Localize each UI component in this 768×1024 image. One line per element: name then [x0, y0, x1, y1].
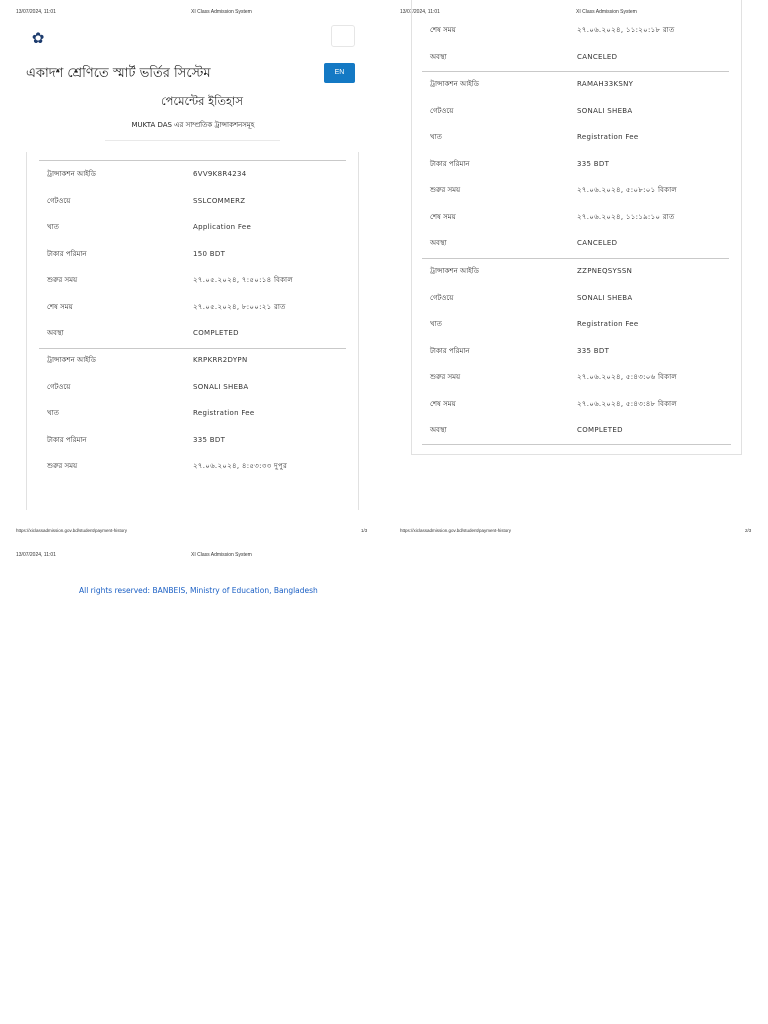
transaction-id-label: ট্রান্সাকশন আইডি [47, 356, 96, 365]
purpose-value: Registration Fee [577, 320, 639, 329]
print-datetime: 13/07/2024, 11:01 [16, 552, 56, 558]
status-value: CANCELED [577, 239, 618, 248]
start-time-value: ২৭.০৫.২০২৪, ৭:৫০:১৪ বিকাল [193, 276, 293, 285]
gateway-value: SONALI SHEBA [577, 106, 633, 115]
gateway-label: গেটওয়ে [430, 106, 454, 115]
status-value: CANCELED [577, 52, 618, 61]
transaction-id-value: RAMAH33KSNY [577, 80, 634, 89]
table-row [47, 453, 346, 480]
purpose-label: খাত [47, 223, 59, 232]
start-time-label: শুরুর সময় [430, 373, 461, 382]
page-subtitle: MUKTA DAS এর সাম্প্রতিক ট্রান্সাকশনসমূহ [131, 121, 255, 129]
menu-toggle-button[interactable] [331, 25, 355, 47]
purpose-value: Application Fee [193, 223, 252, 232]
app-title: একাদশ শ্রেণিতে স্মার্ট ভর্তির সিস্টেম [26, 66, 211, 81]
amount-label: টাকার পরিমান [47, 249, 87, 258]
table-row [47, 241, 346, 268]
transaction-block [430, 258, 729, 444]
print-page-number: 2/3 [745, 528, 752, 533]
print-url: https://xiclassadmission.gov.bd/student/payment-history [400, 528, 511, 533]
language-toggle-button[interactable]: EN [324, 63, 355, 83]
end-time-value: ২৭.০৬.২০২৪, ১১:১৯:১০ রাত [577, 212, 675, 221]
table-row [430, 151, 729, 178]
amount-label: টাকার পরিমান [47, 435, 87, 444]
print-datetime: 13/07/2024, 11:01 [400, 9, 440, 15]
transaction-block [47, 161, 346, 347]
table-row [430, 71, 729, 98]
table-row [47, 347, 346, 374]
gateway-label: গেটওয়ে [430, 293, 454, 302]
print-page-number: 1/3 [361, 528, 368, 533]
end-time-label: শেষ সময় [430, 26, 456, 35]
amount-label: টাকার পরিমান [430, 159, 470, 168]
transaction-id-label: ট্রান্সাকশন আইডি [47, 170, 96, 179]
table-row [430, 417, 729, 444]
purpose-value: Registration Fee [193, 409, 255, 418]
status-label: অবস্থা [430, 426, 447, 435]
start-time-value: ২৭.০৬.২০২৪, ৪:৫৩:৩৩ দুপুর [193, 462, 288, 471]
transaction-id-value: KRPKRR2DYPN [193, 356, 248, 365]
transactions-card [411, 0, 742, 455]
end-time-value: ২৭.০৬.২০২৪, ১১:২০:১৮ রাত [577, 26, 675, 35]
gateway-label: গেটওয়ে [47, 382, 71, 391]
table-row [47, 427, 346, 454]
start-time-value: ২৭.০৬.২০২৪, ৫:০৮:০১ বিকাল [577, 186, 677, 195]
purpose-value: Registration Fee [577, 133, 639, 142]
amount-value: 335 BDT [577, 346, 610, 355]
table-row [430, 338, 729, 365]
transaction-block [430, 71, 729, 257]
table-row [430, 17, 729, 44]
table-row [430, 44, 729, 71]
table-row [430, 98, 729, 125]
amount-value: 335 BDT [577, 159, 610, 168]
table-row [430, 204, 729, 231]
table-row [430, 311, 729, 338]
status-value: COMPLETED [193, 329, 239, 338]
copyright-link[interactable]: All rights reserved: BANBEIS, Ministry of Education, Bangladesh [79, 586, 318, 595]
start-time-value: ২৭.০৬.২০২৪, ৫:৪৩:০৬ বিকাল [577, 373, 677, 382]
purpose-label: খাত [47, 409, 59, 418]
table-row [47, 294, 346, 321]
divider [105, 140, 280, 141]
start-time-label: শুরুর সময় [430, 186, 461, 195]
table-row [430, 258, 729, 285]
table-row [430, 391, 729, 418]
gateway-label: গেটওয়ে [47, 196, 71, 205]
amount-label: টাকার পরিমান [430, 346, 470, 355]
purpose-label: খাত [430, 320, 442, 329]
amount-value: 150 BDT [193, 249, 226, 258]
transaction-id-value: 6VV9K8R4234 [193, 170, 247, 179]
divider [422, 444, 731, 445]
print-url: https://xiclassadmission.gov.bd/student/payment-history [16, 528, 127, 533]
status-label: অবস্থা [47, 329, 64, 338]
gateway-value: SONALI SHEBA [193, 382, 249, 391]
gateway-value: SONALI SHEBA [577, 293, 633, 302]
start-time-label: শুরুর সময় [47, 276, 78, 285]
gateway-value: SSLCOMMERZ [193, 196, 246, 205]
print-title: XI Class Admission System [191, 9, 252, 15]
end-time-label: শেষ সময় [430, 212, 456, 221]
print-title: XI Class Admission System [576, 9, 637, 15]
transaction-block [430, 17, 729, 70]
transaction-id-label: ট্রান্সাকশন আইডি [430, 267, 479, 276]
table-row [47, 161, 346, 188]
transactions-card [26, 152, 359, 510]
table-row [430, 230, 729, 257]
end-time-label: শেষ সময় [430, 399, 456, 408]
end-time-value: ২৭.০৬.২০২৪, ৫:৪৩:৪৮ বিকাল [577, 399, 677, 408]
table-row [430, 285, 729, 312]
print-title: XI Class Admission System [191, 552, 252, 558]
table-row [47, 267, 346, 294]
status-label: অবস্থা [430, 239, 447, 248]
table-row [47, 320, 346, 347]
purpose-label: খাত [430, 133, 442, 142]
amount-value: 335 BDT [193, 435, 226, 444]
end-time-label: শেষ সময় [47, 302, 73, 311]
print-datetime: 13/07/2024, 11:01 [16, 9, 56, 15]
table-row [47, 188, 346, 215]
status-value: COMPLETED [577, 426, 623, 435]
table-row [430, 177, 729, 204]
page-title: পেমেন্টের ইতিহাস [160, 94, 243, 108]
table-row [430, 124, 729, 151]
flower-emblem-icon[interactable]: ✿ [31, 29, 45, 47]
table-row [430, 364, 729, 391]
transaction-id-value: ZZPNEQSYSSN [577, 267, 633, 276]
start-time-label: শুরুর সময় [47, 462, 78, 471]
table-row [47, 214, 346, 241]
transaction-block [47, 347, 346, 480]
table-row [47, 400, 346, 427]
transaction-id-label: ট্রান্সাকশন আইডি [430, 80, 479, 89]
table-row [47, 374, 346, 401]
status-label: অবস্থা [430, 52, 447, 61]
end-time-value: ২৭.০৫.২০২৪, ৮:০০:২১ রাত [193, 302, 286, 311]
